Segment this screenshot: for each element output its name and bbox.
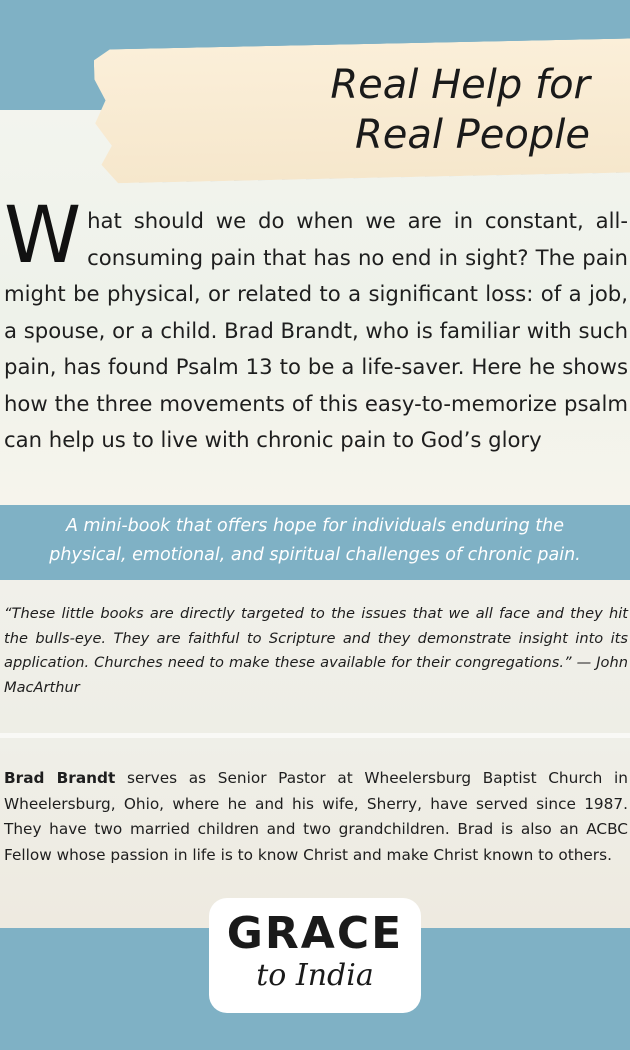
publisher-logo-main: GRACE [226,908,404,959]
series-title [150,60,590,160]
endorsement-quote: “These little books are directly targeted to the issues that we all face and they hit the bulls-eye. They are faithful to Scripture and they demonstrate insight into its application. Churches need to make these available for their congregations.” — John MacArthur [4,605,628,696]
author-bio [4,766,628,868]
publisher-logo-sub: to India [256,958,374,993]
series-title-line1: Real Help for [330,62,590,108]
tagline [10,512,620,570]
tagline-line2: physical, emotional, and spiritual challenges of chronic pain. [49,545,581,565]
author-name: Brad Brandt [4,769,116,787]
book-description [4,191,628,459]
drop-cap: W [4,191,82,281]
tagline-line1: A mini-book that offers hope for individuals enduring the [65,516,565,536]
series-title-line2: Real People [354,112,590,158]
author-bio-text: serves as Senior Pastor at Wheelersburg Baptist Church in Wheelersburg, Ohio, where he and his wife, Sherry, have served since 1987. They have two married children and two grandchildren. Brad is also an ACBC Fellow whose passion in life is to know Christ and make Christ known to others. [4,769,628,864]
description-text: hat should we do when we are in constant, all-consuming pain that has no end in sight? The pain might be physical, or related to a significant loss: of a job, a spouse, or a child. Brad Brandt, who is familiar with such pain, has found Psalm 13 to be a life-saver. Here he shows how the three movements of this easy-to-memorize psalm can help us to live with chronic pain to God’s glory [4,208,628,452]
publisher-logo [209,898,421,1013]
